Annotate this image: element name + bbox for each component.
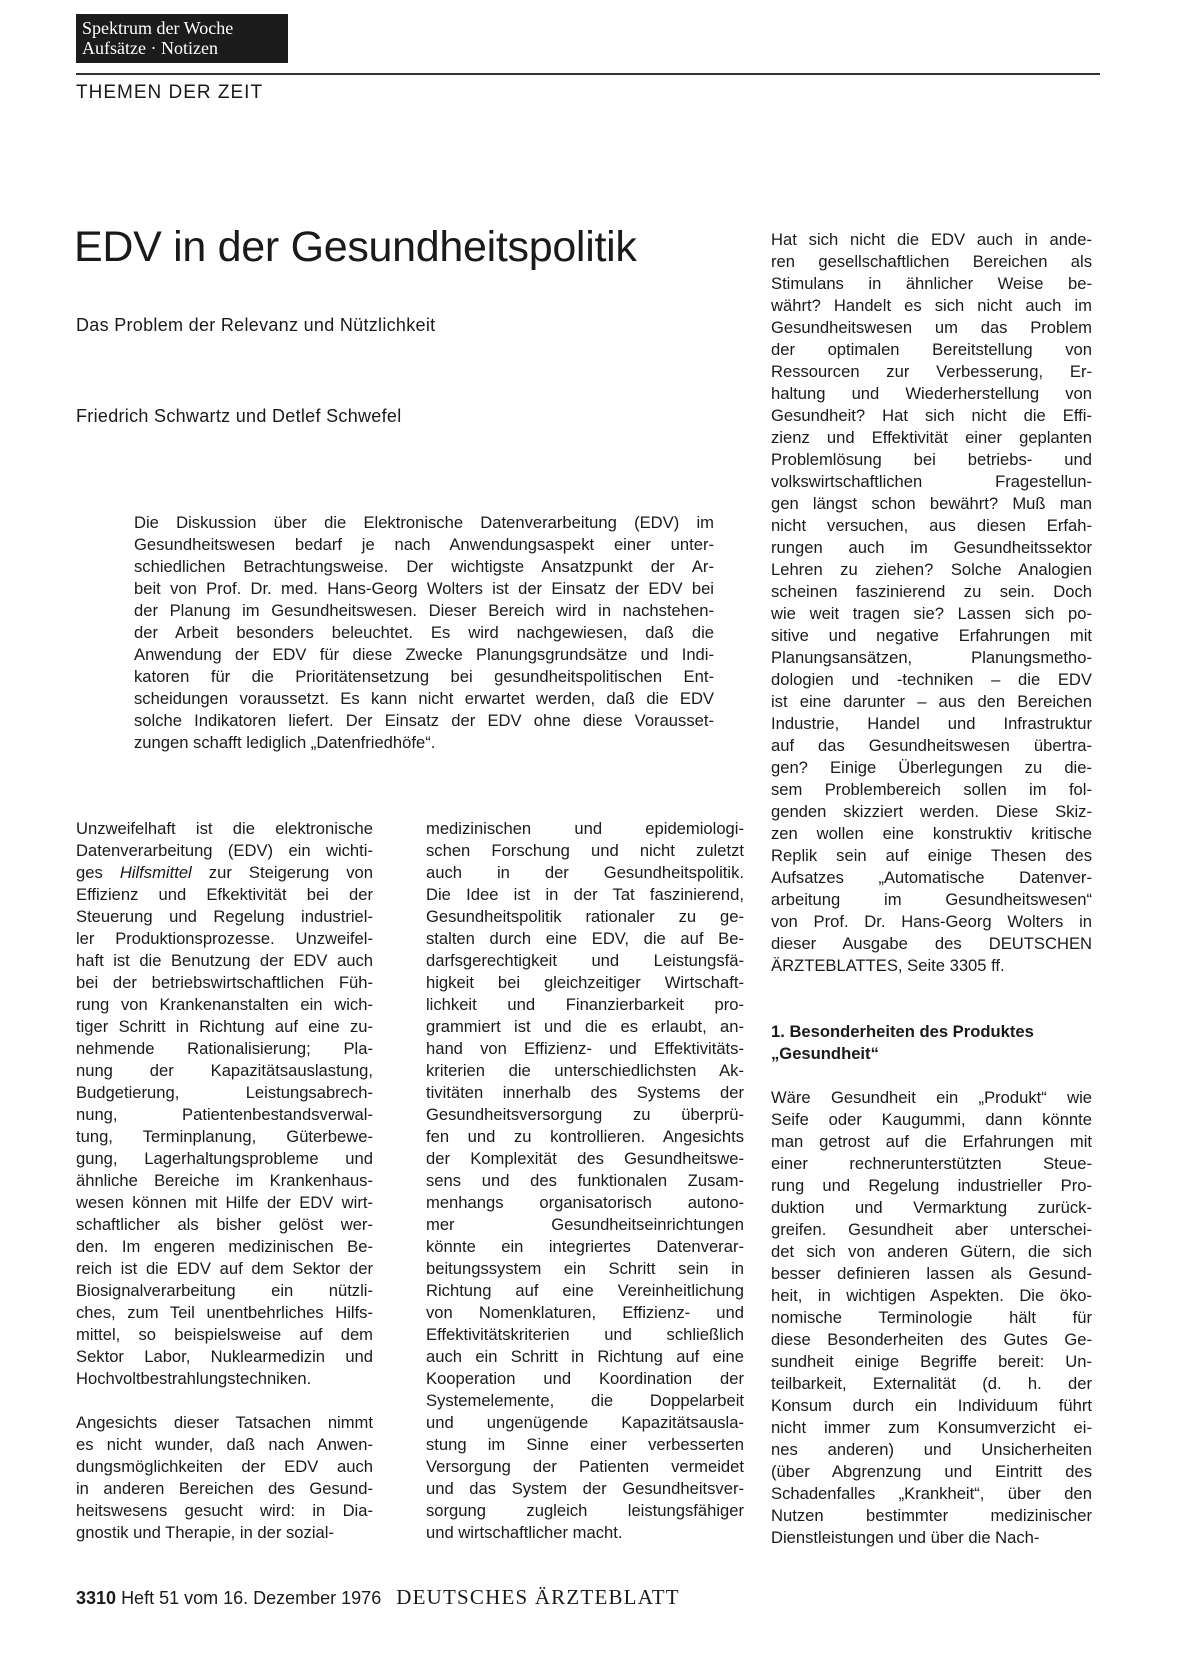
text-line: ges Hilfsmittel zur Steigerung von [76,863,373,882]
text-line: Budgetierung, Leistungsabrech- [76,1083,373,1102]
abstract [134,512,714,754]
text-line: greifen. Gesundheit aber unterschei- [771,1220,1092,1239]
text-line: Konsum durch ein Individuum führt [771,1396,1092,1415]
text-line: dieser Ausgabe des DEUTSCHEN [771,934,1092,953]
text-line: tivitäten innerhalb des Systems der [426,1083,744,1102]
text-line: (über Abgrenzung und Eintritt des [771,1462,1092,1481]
text-line: und das System der Gesundheitsver- [426,1479,744,1498]
paragraph-gap [771,977,1092,999]
text-line: nicht immer zum Konsumverzicht ei- [771,1418,1092,1437]
text-line: beitungssystem ein Schritt sein in [426,1259,744,1278]
text-line: 1. Besonderheiten des Produktes [771,1022,1034,1041]
text-line: Versorgung der Patienten vermeidet [426,1457,744,1476]
text-line: reich ist die EDV auf dem Sektor der [76,1259,373,1278]
text-line: Planungsansätzen, Planungsmetho- [771,648,1092,667]
text-line: Gesundheitspolitik rationaler zu ge- [426,907,744,926]
text-line: heit, in wichtigen Aspekten. Die öko- [771,1286,1092,1305]
text-line: bei der betriebswirtschaftlichen Füh- [76,973,373,992]
text-line: „Gesundheit“ [771,1044,879,1063]
paragraph-gap [771,999,1092,1021]
article-title: EDV in der Gesundheitspolitik [74,223,637,271]
text-line: der Arbeit besonders beleuchtet. Es wird nachgewiesen, daß die [134,623,714,642]
text-line: und ungenügende Kapazitätsausla- [426,1413,744,1432]
text-line: von Nomenklaturen, Effizienz- und [426,1303,744,1322]
text-line: arbeitung im Gesundheitswesen“ [771,890,1092,909]
text-line: Richtung auf eine Vereinheitlichung [426,1281,744,1300]
text-line: dungsmöglichkeiten der EDV auch [76,1457,373,1476]
text-line: zienz und Effektivität einer geplanten [771,428,1092,447]
text-line: Die Diskussion über die Elektronische Datenverarbeitung (EDV) im [134,513,714,532]
text-line: ches, zum Teil unentbehrliches Hilfs- [76,1303,373,1322]
text-line: den. Im engeren medizinischen Be- [76,1237,373,1256]
text-line: scheidungen voraussetzt. Es kann nicht erwartet werden, daß die EDV [134,689,714,708]
text-line: ler Produktionsprozesse. Unzweifel- [76,929,373,948]
text-line: Biosignalverarbeitung ein nützli- [76,1281,373,1300]
text-line: Dienstleistungen und über die Nach- [771,1528,1040,1547]
text-line: haltung und Wiederherstellung von [771,384,1092,403]
magazine-name: DEUTSCHES ÄRZTEBLATT [396,1585,680,1609]
paragraph-gap [76,1390,373,1412]
text-line: besser definieren lassen als Gesund- [771,1264,1092,1283]
text-line: heitswesens gesucht wird: in Dia- [76,1501,373,1520]
article-subtitle: Das Problem der Relevanz und Nützlichkeit [76,315,436,335]
text-line: einer rechnerunterstützten Steue- [771,1154,1092,1173]
text-line: Seife oder Kaugummi, dann könnte [771,1110,1092,1129]
text-line: Effizienz und Efkektivität bei der [76,885,373,904]
text-line: gnostik und Therapie, in der sozial- [76,1523,334,1542]
text-line: sem Problembereich sollen im fol- [771,780,1092,799]
text-line: dologien und -techniken – die EDV [771,670,1092,689]
text-line: nehmende Rationalisierung; Pla- [76,1039,373,1058]
text-line: beit von Prof. Dr. med. Hans-Georg Wolters ist der Einsatz der EDV bei [134,579,714,598]
text-line: von Prof. Dr. Hans-Georg Wolters in [771,912,1092,931]
text-line: es nicht wunder, daß nach Anwen- [76,1435,373,1454]
text-line: Hat sich nicht die EDV auch in ande- [771,230,1092,249]
text-line: Kooperation und Koordination der [426,1369,744,1388]
text-line: det sich von anderen Gütern, die sich [771,1242,1092,1261]
text-line: Gesundheitswesen um das Problem [771,318,1092,337]
text-line: Gesundheit? Hat sich nicht die Effi- [771,406,1092,425]
text-line: ren gesellschaftlichen Bereichen als [771,252,1092,271]
text-line: schen Forschung und nicht zuletzt [426,841,744,860]
text-line: Datenverarbeitung (EDV) ein wichti- [76,841,373,860]
text-line: medizinischen und epidemiologi- [426,819,744,838]
text-line: Die Idee ist in der Tat faszinierend, [426,885,744,904]
text-line: sundheit einige Begriffe bereit: Un- [771,1352,1092,1371]
paragraph-gap [771,1065,1092,1087]
text-line: wie weit tragen sie? Lassen sich po- [771,604,1092,623]
text-line: genden skizziert werden. Diese Skiz- [771,802,1092,821]
text-line: nicht versuchen, aus diesen Erfah- [771,516,1092,535]
text-line: ähnliche Bereiche im Krankenhaus- [76,1171,373,1190]
text-line: der Planung im Gesundheitswesen. Dieser Bereich wird in nachstehen- [134,601,714,620]
column-1 [76,818,373,1544]
article-authors: Friedrich Schwartz und Detlef Schwefel [76,406,402,426]
text-line: katoren für die Prioritätensetzung bei gesundheitspolitischen Ent- [134,667,714,686]
header-rule [76,73,1100,75]
text-line: volkswirtschaftlichen Fragestellun- [771,472,1092,491]
text-line: scheinen faszinierend zu sein. Doch [771,582,1092,601]
text-line: zungen schafft lediglich „Datenfriedhöfe“. [134,733,436,752]
text-line: Ressourcen zur Verbesserung, Er- [771,362,1092,381]
page-number: 3310 [76,1588,117,1608]
text-line: kriterien die unterschiedlichsten Ak- [426,1061,744,1080]
text-line: zen wollen eine konstruktiv kritische [771,824,1092,843]
text-line: Gesundheitswesen bedarf je nach Anwendungsaspekt einer unter- [134,535,714,554]
text-line: Effektivitätskriterien und schließlich [426,1325,744,1344]
text-line: Unzweifelhaft ist die elektronische [76,819,373,838]
issue-info: Heft 51 vom 16. Dezember 1976 [121,1588,382,1608]
text-line: tiger Schritt in Richtung auf eine zu- [76,1017,373,1036]
text-line: nomische Terminologie hält für [771,1308,1092,1327]
text-line: stung im Sinne einer verbesserten [426,1435,744,1454]
text-line: Angesichts dieser Tatsachen nimmt [76,1413,373,1432]
text-line: Hochvoltbestrahlungstechniken. [76,1369,312,1388]
text-line: Schadenfalles „Krankheit“, über den [771,1484,1092,1503]
text-line: higkeit bei gleichzeitiger Wirtschaft- [426,973,744,992]
text-line: Aufsatzes „Automatische Datenver- [771,868,1092,887]
text-line: Problemlösung bei betriebs- und [771,450,1092,469]
text-line: darfsgerechtigkeit und Leistungsfä- [426,951,744,970]
text-line: in anderen Bereichen des Gesund- [76,1479,373,1498]
text-line: sitive und negative Erfahrungen mit [771,626,1092,645]
text-line: sens und des funktionalen Zusam- [426,1171,744,1190]
text-line: Gesundheitsversorgung zu überprü- [426,1105,744,1124]
text-line: nung der Kapazitätsauslastung, [76,1061,373,1080]
text-line: mer Gesundheitseinrichtungen [426,1215,744,1234]
text-line: Systemelemente, die Doppelarbeit [426,1391,744,1410]
text-line: schaftlicher als bisher gelöst wer- [76,1215,373,1234]
text-line: auf das Gesundheitswesen übertra- [771,736,1092,755]
text-line: könnte ein integriertes Datenverar- [426,1237,744,1256]
text-line: Industrie, Handel und Infrastruktur [771,714,1092,733]
text-line: grammiert ist und die es erlaubt, an- [426,1017,744,1036]
text-line: gen? Einige Überlegungen zu die- [771,758,1092,777]
text-line: solche Indikatoren liefert. Der Einsatz der EDV ohne diese Vorausset- [134,711,714,730]
text-line: hand von Effizienz- und Effektivitäts- [426,1039,744,1058]
text-line: duktion und Vermarktung zurück- [771,1198,1092,1217]
badge-line-1: Spektrum der Woche [82,18,234,38]
text-line: Lehren zu ziehen? Solche Analogien [771,560,1092,579]
text-line: nes anderen) und Unsicherheiten [771,1440,1092,1459]
text-line: Sektor Labor, Nuklearmedizin und [76,1347,373,1366]
text-line: gung, Lagerhaltungsprobleme und [76,1149,373,1168]
text-line: ÄRZTEBLATTES, Seite 3305 ff. [771,956,1005,975]
text-line: währt? Handelt es sich nicht auch im [771,296,1092,315]
page-footer [76,1586,680,1609]
text-line: nung, Patientenbestandsverwal- [76,1105,373,1124]
text-line: schiedlichen Betrachtungsweise. Der wichtigste Ansatzpunkt der Ar- [134,557,714,576]
text-line: tung, Terminplanung, Güterbewe- [76,1127,373,1146]
column-3 [771,229,1092,1549]
text-line: ist eine darunter – aus den Bereichen [771,692,1092,711]
section-badge [76,14,288,63]
text-line: gen längst schon bewährt? Muß man [771,494,1092,513]
text-line: auch in der Gesundheitspolitik. [426,863,744,882]
text-line: fen und zu kontrollieren. Angesichts [426,1127,744,1146]
text-line: Replik sein auf einige Thesen des [771,846,1092,865]
text-line: man getrost auf die Erfahrungen mit [771,1132,1092,1151]
text-line: Nutzen bestimmter medizinischer [771,1506,1092,1525]
text-line: rung und Regelung industrieller Pro- [771,1176,1092,1195]
text-line: der optimalen Bereitstellung von [771,340,1092,359]
column-2 [426,818,744,1544]
text-line: auch ein Schritt in Richtung auf eine [426,1347,744,1366]
text-line: Steuerung und Regelung industriel- [76,907,373,926]
text-line: menhangs organisatorisch autono- [426,1193,744,1212]
text-line: der Komplexität des Gesundheitswe- [426,1149,744,1168]
text-line: wesen können mit Hilfe der EDV wirt- [76,1193,373,1212]
text-line: teilbarkeit, Externalität (d. h. der [771,1374,1092,1393]
section-label: THEMEN DER ZEIT [76,82,264,103]
text-line: Wäre Gesundheit ein „Produkt“ wie [771,1088,1092,1107]
text-line: und wirtschaftlicher macht. [426,1523,623,1542]
text-line: Anwendung der EDV für diese Zwecke Planungsgrundsätze und Indi- [134,645,714,664]
text-line: sorgung zugleich leistungsfähiger [426,1501,744,1520]
text-line: rungen auch im Gesundheitssektor [771,538,1092,557]
text-line: rung von Krankenanstalten ein wich- [76,995,373,1014]
text-line: mittel, so beispielsweise auf dem [76,1325,373,1344]
text-line: haft ist die Benutzung der EDV auch [76,951,373,970]
text-line: Stimulans in ähnlicher Weise be- [771,274,1092,293]
text-line: stalten durch eine EDV, die auf Be- [426,929,744,948]
text-line: diese Besonderheiten des Gutes Ge- [771,1330,1092,1349]
badge-line-2: Aufsätze · Notizen [82,38,218,58]
text-line: lichkeit und Finanzierbarkeit pro- [426,995,744,1014]
